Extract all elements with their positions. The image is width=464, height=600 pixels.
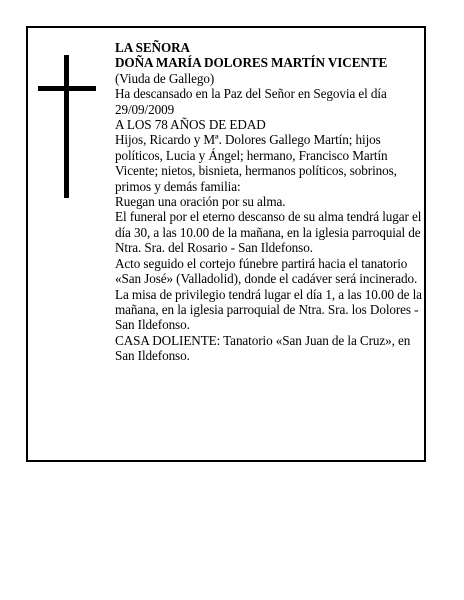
cross-icon	[38, 55, 96, 198]
cross-vertical-bar	[64, 55, 69, 198]
procession-details: Acto seguido el cortejo fúnebre partirá hacia el tanatorio «San José» (Valladolid), donde el cadáver será incinerado.	[115, 255, 418, 287]
mourning-house: CASA DOLIENTE: Tanatorio «San Juan de la Cruz», en San Ildefonso.	[115, 332, 411, 364]
deceased-name: DOÑA MARÍA DOLORES MARTÍN VICENTE	[115, 55, 388, 71]
prayer-request: Ruegan una oración por su alma.	[115, 194, 286, 210]
family-list: Hijos, Ricardo y Mª. Dolores Gallego Martín; hijos políticos, Lucia y Ángel; hermano, Francisco Martín Vicente; nietos, bisnieta, hermanos políticos, sobrinos, primos y demás familia:	[115, 132, 397, 194]
age-line: A LOS 78 AÑOS DE EDAD	[115, 117, 266, 133]
funeral-details: El funeral por el eterno descanso de su alma tendrá lugar el día 30, a las 10.00 de la mañana, en la iglesia parroquial de Ntra. Sra. del Rosario - San Ildefonso.	[115, 209, 422, 256]
cross-horizontal-bar	[38, 86, 96, 91]
obituary-notice	[26, 26, 426, 462]
notice-heading: LA SEÑORA	[115, 40, 190, 55]
mass-details: La misa de privilegio tendrá lugar el día 1, a las 10.00 de la mañana, en la iglesia parroquial de Ntra. Sra. los Dolores - San Ildefonso.	[115, 286, 422, 333]
death-statement: Ha descansado en la Paz del Señor en Segovia el día 29/09/2009	[115, 86, 387, 117]
notice-text	[115, 40, 427, 364]
widow-line: (Viuda de Gallego)	[115, 70, 215, 86]
